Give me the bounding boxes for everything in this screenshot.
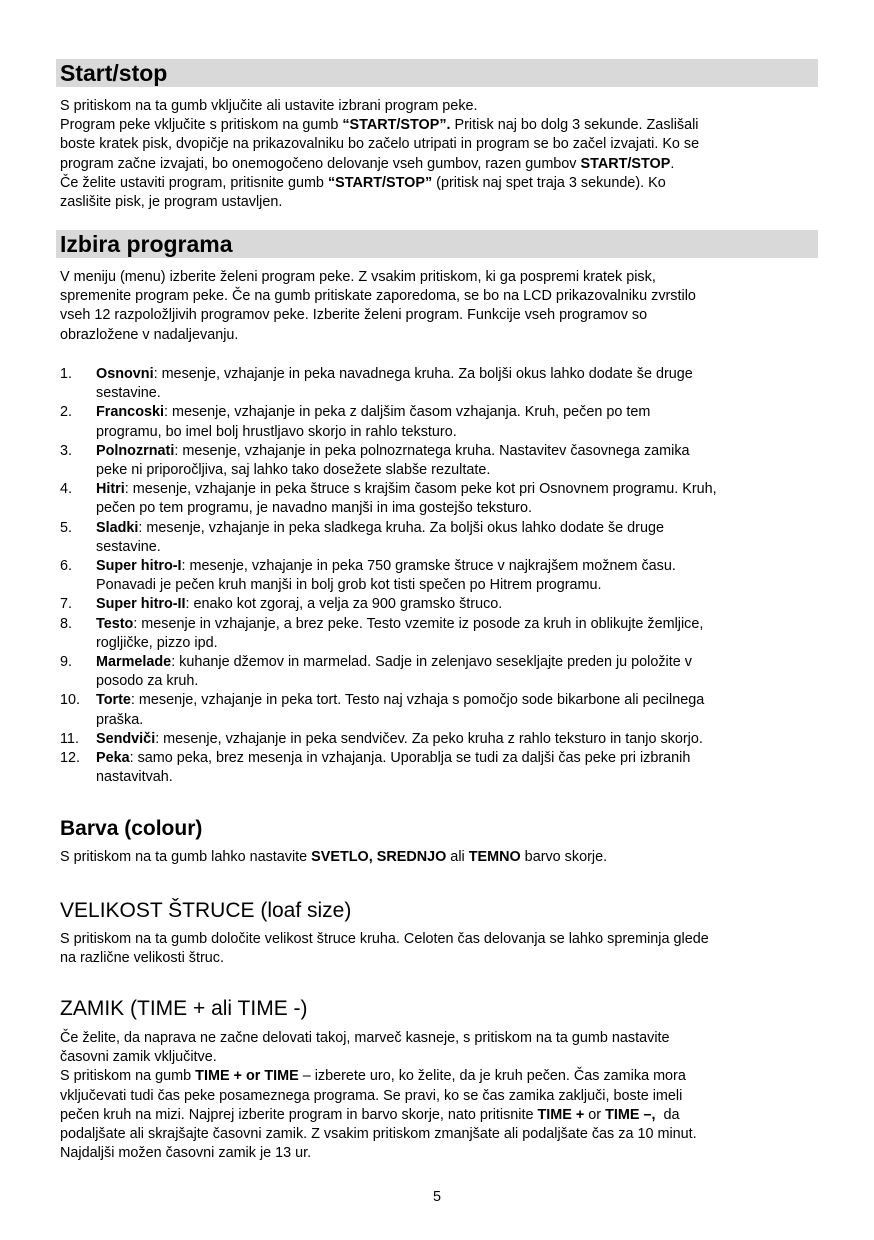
text-line: vključevati tudi čas peke posameznega programa. Se pravi, ko se čas zamika zaključi, boste imeli [60, 1087, 683, 1104]
program-item-hitri: 4. Hitri: mesenje, vzhajanje in peka štruce s krajšim časom peke kot pri Osnovnem programu. Kruh, pečen po tem programu, je navadno manjši in ima gostejšo teksturo. [60, 481, 717, 517]
program-item-francoski: 2. Francoski: mesenje, vzhajanje in peka z daljšim časom vzhajanja. Kruh, pečen po tem programu, bo imel bolj hrustljavo skorjo in rahlo teksturo. [60, 404, 651, 440]
text-line: boste kratek pisk, dvopičje na prikazovalniku bo začelo utripati in program se bo začel izvajati. Ko se [60, 136, 700, 153]
page-number: 5 [432, 1189, 441, 1205]
text-line: S pritiskom na ta gumb lahko nastavite SVETLO, SREDNJO ali TEMNO barvo skorje. [60, 849, 608, 865]
text-line: podaljšate ali skrajšajte časovni zamik. Z vsakim pritiskom zmanjšate ali podaljšate čas za 10 minut. [60, 1126, 697, 1143]
program-item-marmelade: 9. Marmelade: kuhanje džemov in marmelad. Sadje in zelenjavo sesekljajte preden ju položite v posodo za kruh. [60, 654, 692, 690]
program-item-super-hitro-2: 7. Super hitro-II: enako kot zgoraj, a velja za 900 gramsko štruco. [60, 596, 503, 613]
text-line: na različne velikosti štruc. [60, 950, 224, 967]
program-list [60, 365, 820, 787]
text-line: S pritiskom na gumb TIME + or TIME – izberete uro, ko želite, da je kruh pečen. Čas zamika mora [60, 1068, 686, 1085]
section-title-zamik: ZAMIK (TIME + ali TIME -) [60, 997, 308, 1020]
program-item-sendvici: 11. Sendviči: mesenje, vzhajanje in peka sendvičev. Za peko kruha z rahlo teksturo in tanjo skorjo. [60, 730, 703, 747]
text-line: program začne izvajati, bo onemogočeno delovanje vseh gumbov, razen gumbov START/STOP. [60, 155, 675, 172]
section-header-start-stop [56, 59, 818, 87]
text-line: S pritiskom na ta gumb določite velikost štruce kruha. Celoten čas delovanja se lahko spreminja glede [60, 931, 709, 947]
text-line: pečen kruh na mizi. Najprej izberite program in barvo skorje, nato pritisnite TIME + or TIME –, da [60, 1106, 680, 1123]
section-title-izbira-programa: Izbira programa [60, 231, 233, 257]
start-stop-text [60, 97, 820, 212]
text-line: vseh 12 razpoložljivih programov peke. Izberite želeni program. Funkcije vseh programov so [60, 307, 648, 324]
text-line: časovni zamik vključitve. [60, 1049, 217, 1066]
section-header-izbira-programa [56, 230, 818, 258]
velikost-text [60, 930, 820, 968]
zamik-text [60, 1029, 820, 1163]
program-item-peka: 12. Peka: samo peka, brez mesenja in vzhajanja. Uporablja se tudi za daljši čas peke pri izbranih nastavitvah. [60, 750, 691, 786]
barva-text [60, 848, 820, 867]
text-line: Najdaljši možen časovni zamik je 13 ur. [60, 1145, 312, 1162]
program-item-polnozrnati: 3. Polnozrnati: mesenje, vzhajanje in peka polnozrnatega kruha. Nastavitev časovnega zamika peke ni priporočljiva, saj lahko tako dosežete slabše rezultate. [60, 442, 690, 479]
text-line: Program peke vključite s pritiskom na gumb “START/STOP”. Pritisk naj bo dolg 3 sekunde. Zaslišali [60, 117, 699, 134]
text-line: Če želite ustaviti program, pritisnite gumb “START/STOP” (pritisk naj spet traja 3 sekunde). Ko [60, 174, 666, 191]
section-title-barva: Barva (colour) [60, 817, 203, 840]
program-item-testo: 8. Testo: mesenje in vzhajanje, a brez peke. Testo vzemite iz posode za kruh in oblikujte žemljice, rogljičke, pizzo ipd. [60, 615, 704, 651]
program-item-sladki: 5. Sladki: mesenje, vzhajanje in peka sladkega kruha. Za boljši okus lahko dodate še druge sestavine. [60, 519, 664, 555]
program-item-torte: 10. Torte: mesenje, vzhajanje in peka tort. Testo naj vzhaja s pomočjo sode bikarbone ali pecilnega praška. [60, 692, 705, 728]
section-title-velikost: VELIKOST ŠTRUCE (loaf size) [60, 899, 352, 922]
program-item-super-hitro-1: 6. Super hitro-I: mesenje, vzhajanje in peka 750 gramske štruce v najkrajšem možnem času. Ponavadi je pečen kruh manjši in bolj grob kot tisti spečen po Hitrem programu. [60, 558, 676, 594]
section-title-start-stop: Start/stop [60, 60, 168, 86]
izbira-intro-text [60, 268, 820, 345]
program-item-osnovni: 1. Osnovni: mesenje, vzhajanje in peka navadnega kruha. Za boljši okus lahko dodate še druge sestavine. [60, 366, 693, 402]
text-line: obrazložene v nadaljevanju. [60, 326, 239, 343]
text-line: zaslišite pisk, je program ustavljen. [60, 194, 283, 211]
text-line: Če želite, da naprava ne začne delovati takoj, marveč kasneje, s pritiskom na ta gumb nastavite [60, 1030, 670, 1046]
text-line: spremenite program peke. Če na gumb pritiskate zaporedoma, se bo na LCD prikazovalniku zvrstilo [60, 288, 696, 305]
text-line: V meniju (menu) izberite želeni program peke. Z vsakim pritiskom, ki ga pospremi kratek pisk, [60, 269, 656, 285]
text-line: S pritiskom na ta gumb vključite ali ustavite izbrani program peke. [60, 98, 478, 114]
